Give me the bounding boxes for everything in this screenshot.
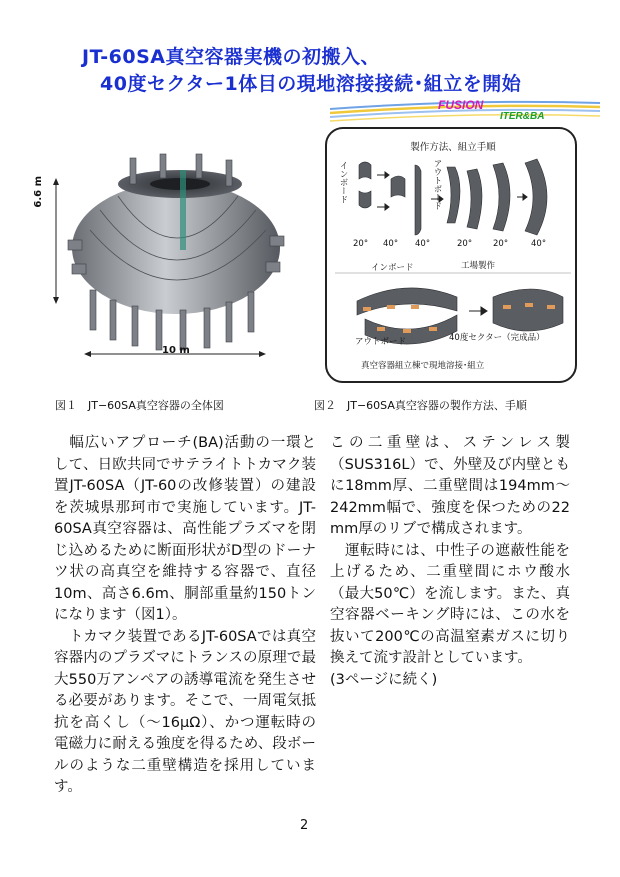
angle-6: 40° (531, 239, 547, 249)
width-label: 10 m (162, 345, 190, 356)
figure2-caption: 図２ JT−60SA真空容器の製作方法、手順 (314, 399, 527, 412)
angle-1: 20° (353, 239, 369, 249)
continued-note: (3ページに続く) (330, 671, 438, 688)
fusion-label: FUSION (438, 98, 484, 112)
product-label: 40度セクター（完成品） (449, 333, 545, 343)
angle-5: 20° (493, 239, 509, 249)
title-line-2: 40度セクター1体目の現地溶接接続･組立を開始 (100, 73, 522, 95)
body-left-column (54, 433, 316, 799)
procedure-title: 製作方法、組立手順 (410, 142, 496, 153)
figure1-caption: 図１ JT−60SA真空容器の全体図 (55, 399, 224, 412)
height-label: 6.6 m (33, 176, 44, 208)
assembly-label: 真空容器組立棟で現地溶接･組立 (361, 361, 485, 371)
inboard-label: インボード (371, 263, 414, 273)
iter-ba-label: ITER&BA (500, 111, 545, 122)
factory-label: 工場製作 (461, 261, 496, 271)
paragraph: トカマク装置であるJT-60SAでは真空容器内のプラズマにトランスの原理で最大550万アンペアの誘導電流を発生させる必要があります。そこで、一周電気抵抗を高くし（〜16μΩ）、かつ運転時の電磁力に耐える強度を得るため、段ボールのような二重壁構造を採用しています。 (54, 628, 316, 795)
title-line-1: JT-60SA真空容器実機の初搬入、 (82, 46, 380, 68)
paragraph: 幅広いアプローチ(BA)活動の一環として、日欧共同でサテライトトカマク装置JT-60SA（JT-60の改修装置）の建設を茨城県那珂市で実施しています。JT-60SA真空容器は、高性能プラズマを閉じ込めるために断面形状がD型のドーナツ状の高真空を維持する容器で、直径10m、高さ6.6m、胴部重量約150トンになります（図1）。 (54, 435, 316, 623)
angle-2: 40° (383, 239, 399, 249)
procedure-figure (325, 127, 577, 383)
angle-3: 40° (415, 239, 431, 249)
outboard-label: アウトボード (355, 337, 407, 347)
vacuum-vessel-figure (30, 140, 310, 370)
inboard-vertical-label: インボード (338, 161, 348, 204)
page-number: 2 (300, 818, 309, 833)
angle-4: 20° (457, 239, 473, 249)
body-right-column (330, 433, 570, 691)
page-title (82, 44, 562, 98)
paragraph: この二重壁は、ステンレス製（SUS316L）で、外壁及び内壁ともに18mm厚、二重壁間は194mm〜242mm幅で、強度を保つための22 mm厚のリブで構成されます。 (330, 435, 570, 537)
paragraph: 運転時には、中性子の遮蔽性能を上げるため、二重壁間にホウ酸水（最大50℃）を流します。また、真空容器ベーキング時には、この水を抜いて200℃の高温窒素ガスに切り換えて流す設計としています。 (330, 542, 570, 666)
outboard-vertical-label: アウトボード (432, 159, 442, 210)
